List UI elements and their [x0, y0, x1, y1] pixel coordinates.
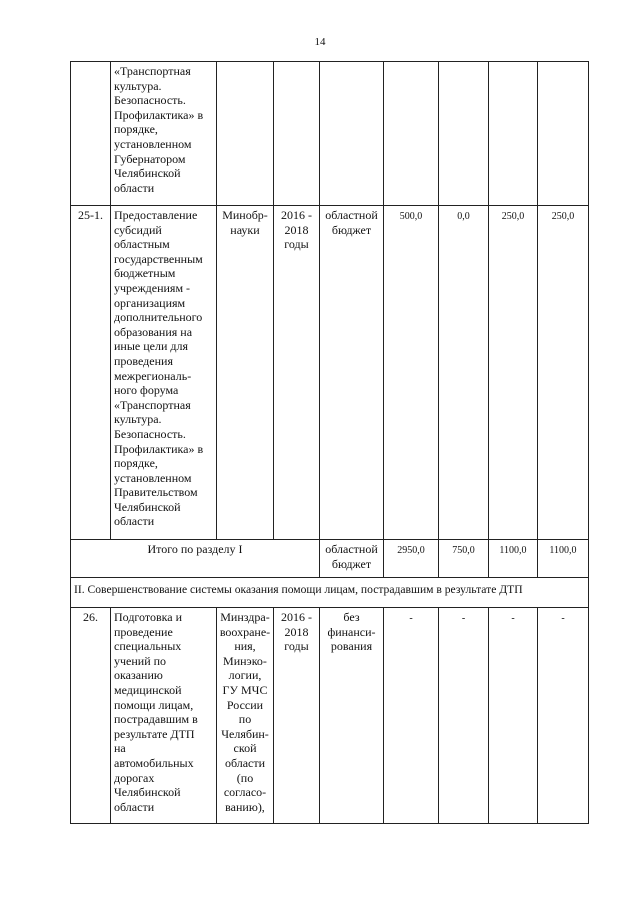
executor-line: области — [224, 755, 266, 770]
y2017-cell: 250,0 — [489, 206, 538, 540]
y2016-cell: 0,0 — [439, 206, 489, 540]
executor-line: Челябин- — [221, 726, 269, 741]
executor-line: (по — [236, 770, 254, 785]
desc-line: пострадавшим в — [114, 712, 198, 727]
desc-line: «Транспортная — [114, 64, 191, 78]
subtotal-row — [71, 540, 589, 578]
period-line: 2016 - — [281, 208, 312, 222]
desc-line: области — [114, 180, 155, 195]
row-number: 25-1. — [71, 206, 111, 540]
table-row — [71, 608, 589, 824]
executor-line: ской — [233, 741, 257, 756]
program-table — [70, 61, 589, 824]
executor-line: ГУ МЧС — [222, 682, 268, 697]
subtotal-label: Итого по разделу I — [71, 540, 320, 578]
desc-line: установленном — [114, 136, 192, 151]
desc-line: организациям — [114, 295, 186, 310]
section-title: II. Совершенствование системы оказания помощи лицам, пострадавшим в результате ДТП — [71, 578, 589, 608]
executor-line: Минздра- — [220, 610, 270, 624]
source-line: бюджет — [331, 556, 372, 571]
page-number: 14 — [314, 36, 326, 48]
desc-line: культура. — [114, 412, 162, 427]
desc-line: проведение — [114, 624, 173, 639]
desc-line: оказанию — [114, 668, 163, 683]
desc-line: ного форума — [114, 383, 179, 398]
y2017-cell — [489, 62, 538, 206]
source-line: бюджет — [331, 222, 372, 237]
desc-line: Подготовка и — [114, 610, 183, 624]
desc-line: государственным — [114, 251, 203, 266]
executor-line: по — [238, 712, 252, 727]
period-cell — [274, 206, 320, 540]
y2017-cell: - — [489, 608, 538, 824]
desc-line: субсидий — [114, 222, 162, 237]
source-line: рования — [330, 639, 373, 654]
period-line: 2018 — [284, 222, 309, 237]
measure-description — [111, 206, 217, 540]
executor-line: ния, — [234, 639, 256, 654]
period-line: 2018 — [284, 624, 309, 639]
source-cell — [320, 608, 384, 824]
y2018-cell — [538, 62, 589, 206]
executor-line: науки — [230, 222, 260, 237]
desc-line: учений по — [114, 653, 167, 668]
desc-line: области — [114, 514, 155, 529]
desc-line: установленном — [114, 470, 192, 485]
executor-line: ванию), — [225, 799, 265, 814]
desc-line: автомобильных — [114, 755, 194, 770]
period-line: 2016 - — [281, 610, 312, 624]
desc-line: Челябинской — [114, 499, 181, 514]
period-line: годы — [284, 639, 309, 654]
desc-line: помощи лицам, — [114, 697, 194, 712]
executor-line: логии, — [228, 668, 262, 683]
source-cell — [320, 62, 384, 206]
desc-line: «Транспортная — [114, 397, 191, 412]
desc-line: Челябинской — [114, 785, 181, 800]
source-line: без — [343, 610, 360, 624]
desc-line: результате ДТП — [114, 726, 195, 741]
desc-line: порядке, — [114, 456, 158, 471]
total-cell: - — [384, 608, 439, 824]
table-row — [71, 206, 589, 540]
source-cell — [320, 540, 384, 578]
desc-line: медицинской — [114, 682, 182, 697]
desc-line: бюджетным — [114, 266, 176, 281]
y2016-cell: - — [439, 608, 489, 824]
section-header-row — [71, 578, 589, 608]
row-number: 26. — [71, 608, 111, 824]
desc-line: дополнительного — [114, 310, 203, 325]
y2018-cell: 250,0 — [538, 206, 589, 540]
row-number — [71, 62, 111, 206]
total-cell — [384, 62, 439, 206]
desc-line: Безопасность. — [114, 426, 186, 441]
desc-line: межрегиональ- — [114, 368, 192, 383]
desc-line: проведения — [114, 353, 173, 368]
desc-line: области — [114, 799, 155, 814]
measure-description — [111, 608, 217, 824]
source-cell — [320, 206, 384, 540]
desc-line: дорогах — [114, 770, 155, 785]
desc-line: Челябинской — [114, 166, 181, 181]
table-row — [71, 62, 589, 206]
period-cell — [274, 608, 320, 824]
desc-line: Губернатором — [114, 151, 186, 166]
executor-line: России — [226, 697, 264, 712]
y2018-cell: 1100,0 — [538, 540, 589, 578]
executor-line: Минобр- — [222, 208, 268, 222]
executor-line: согласо- — [223, 785, 267, 800]
desc-line: Предоставление — [114, 208, 198, 222]
measure-description — [111, 62, 217, 206]
desc-line: Безопасность. — [114, 93, 186, 108]
source-line: областной — [325, 542, 378, 556]
desc-line: на — [114, 741, 126, 756]
executor-cell — [217, 206, 274, 540]
desc-line: образования на — [114, 324, 193, 339]
desc-line: Правительством — [114, 485, 198, 500]
total-cell: 500,0 — [384, 206, 439, 540]
desc-line: Профилактика» в — [114, 107, 204, 122]
desc-line: специальных — [114, 639, 182, 654]
desc-line: Профилактика» в — [114, 441, 204, 456]
y2016-cell: 750,0 — [439, 540, 489, 578]
period-line: годы — [284, 237, 309, 252]
desc-line: иные цели для — [114, 339, 189, 354]
executor-line: воохране- — [219, 624, 271, 639]
y2017-cell: 1100,0 — [489, 540, 538, 578]
source-line: областной — [325, 208, 378, 222]
total-cell: 2950,0 — [384, 540, 439, 578]
desc-line: областным — [114, 237, 170, 252]
desc-line: учреждениям - — [114, 280, 191, 295]
desc-line: культура. — [114, 78, 162, 93]
executor-cell — [217, 62, 274, 206]
desc-line: порядке, — [114, 122, 158, 137]
source-line: финанси- — [327, 624, 376, 639]
y2018-cell: - — [538, 608, 589, 824]
y2016-cell — [439, 62, 489, 206]
period-cell — [274, 62, 320, 206]
executor-line: Минэко- — [223, 653, 267, 668]
executor-cell — [217, 608, 274, 824]
